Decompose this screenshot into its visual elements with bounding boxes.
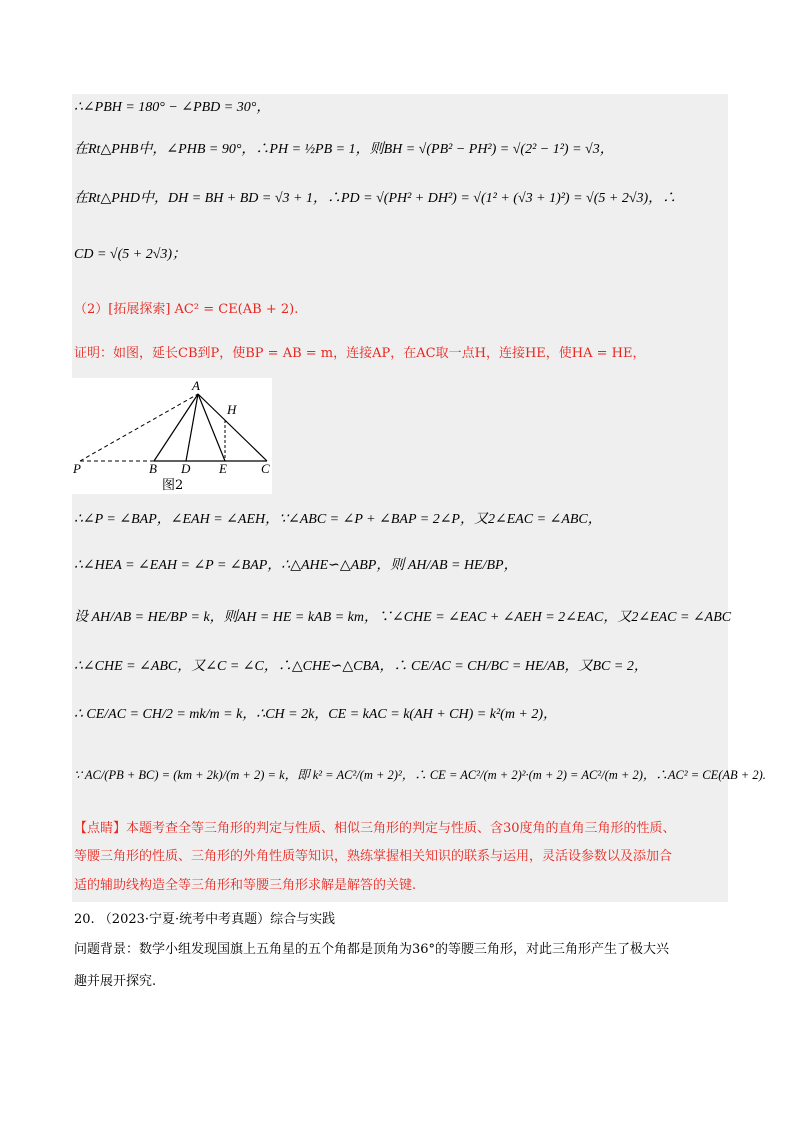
label-D: D [181, 461, 191, 476]
proof-line-1: ∴∠P = ∠BAP，∠EAH = ∠AEH，∵∠ABC = ∠P + ∠BAP = 2∠P，又2∠EAC = ∠ABC， [74, 512, 602, 527]
figure-2 [72, 378, 272, 494]
comment-line-1: 【点睛】本题考查全等三角形的判定与性质、相似三角形的判定与性质、含30度角的直角三角形的性质、 [74, 821, 676, 836]
proof-line-3: 设 AH/AB = HE/BP = k，则AH = HE = kAB = km，∵∠CHE = ∠EAC + ∠AEH = 2∠EAC，又2∠EAC = ∠ABC [74, 610, 732, 625]
solution-line-1: ∴∠PBH = 180° − ∠PBD = 30°， [74, 100, 271, 115]
figure-caption: 图2 [162, 478, 184, 493]
segment-AE [198, 394, 225, 461]
proof-line-6: ∵ AC/(PB + BC) = (km + 2k)/(m + 2) = k，即 k² = AC²/(m + 2)²，∴ CE = AC²/(m + 2)²·(m + 2) = AC²/(m + 2)，∴AC² = CE(AB + 2). [74, 768, 766, 782]
label-C: C [261, 461, 270, 476]
label-P: P [73, 461, 81, 476]
label-E: E [219, 461, 227, 476]
question-background-2: 趣并展开探究. [74, 974, 157, 989]
triangle-figure [72, 378, 272, 494]
solution-line-3: 在Rt△PHD中，DH = BH + BD = √3 + 1，∴PD = √(PH² + DH²) = √(1² + (√3 + 1)²) = √(5 + 2√3)，∴ [74, 191, 677, 206]
solution-line-2: 在Rt△PHB中，∠PHB = 90°，∴PH = ½PB = 1，则BH = √(PB² − PH²) = √(2² − 1²) = √3， [74, 142, 614, 157]
part-2-heading: （2）[拓展探索] AC² = CE(AB + 2). [74, 302, 299, 317]
label-B: B [149, 461, 157, 476]
proof-line-5: ∴ CE/AC = CH/2 = mk/m = k，∴CH = 2k，CE = kAC = k(AH + CH) = k²(m + 2)， [74, 707, 558, 722]
proof-intro: 证明：如图，延长CB到P，使BP = AB = m，连接AP，在AC取一点H，连接HE，使HA = HE， [74, 346, 646, 361]
question-title: 20. （2023·宁夏·统考中考真题）综合与实践 [74, 912, 336, 927]
solution-line-4: CD = √(5 + 2√3)； [74, 247, 187, 262]
segment-AP [80, 394, 198, 461]
proof-line-2: ∴∠HEA = ∠EAH = ∠P = ∠BAP，∴△AHE∽△ABP，则 AH/AB = HE/BP， [74, 558, 518, 573]
label-H: H [227, 402, 237, 417]
comment-line-2: 等腰三角形的性质、三角形的外角性质等知识，熟练掌握相关知识的联系与运用，灵活设参数以及添加合 [74, 849, 673, 864]
proof-line-4: ∴∠CHE = ∠ABC，又∠C = ∠C，∴△CHE∽△CBA，∴ CE/AC = CH/BC = HE/AB，又BC = 2， [74, 659, 648, 674]
label-A: A [192, 378, 200, 393]
comment-line-3: 适的辅助线构造全等三角形和等腰三角形求解是解答的关键. [74, 878, 417, 893]
question-background-1: 问题背景：数学小组发现国旗上五角星的五个角都是顶角为36°的等腰三角形，对此三角形产生了极大兴 [74, 942, 670, 957]
